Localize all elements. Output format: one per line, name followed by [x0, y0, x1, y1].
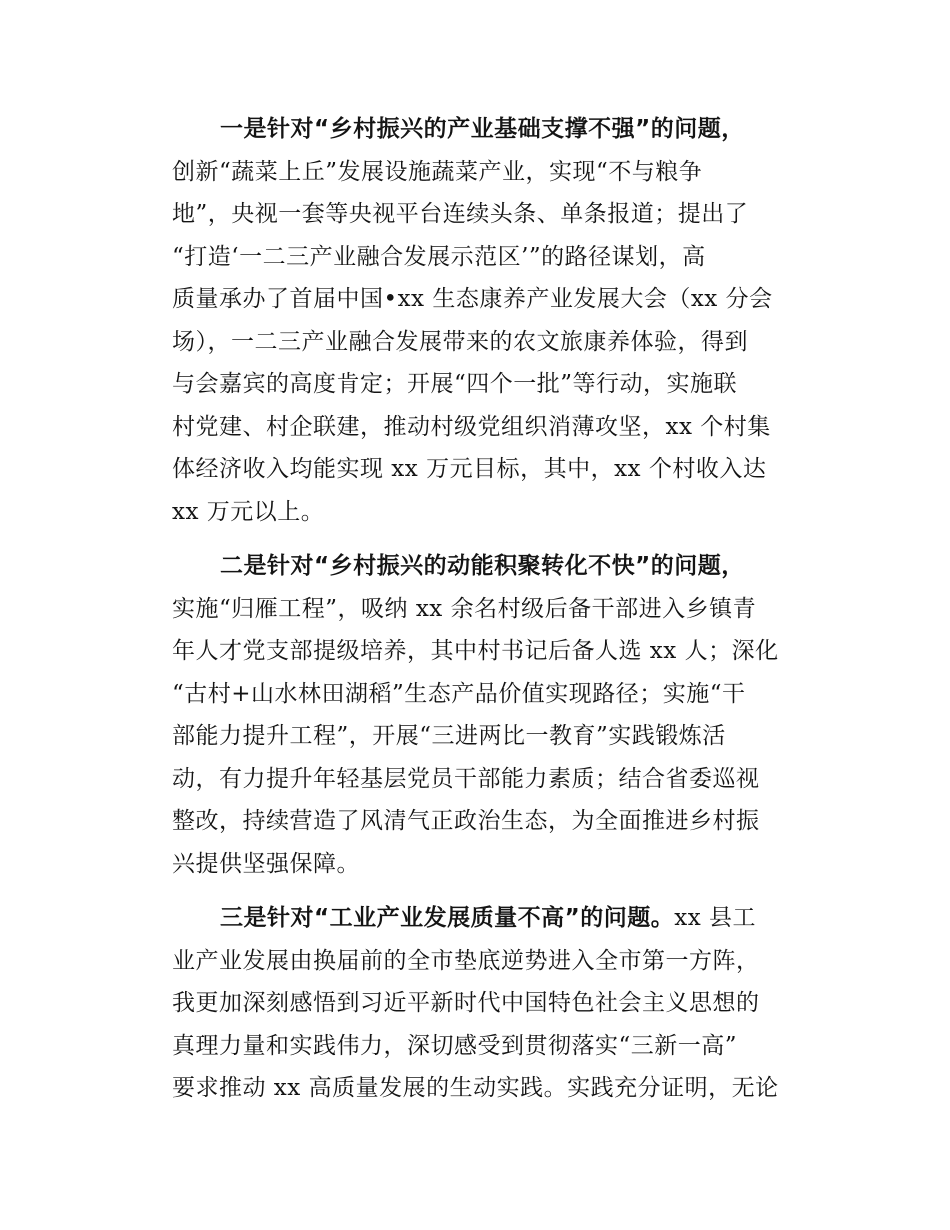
paragraph-2-line-1: 实施“归雁工程”，吸纳 xx 余名村级后备干部进入乡镇青 — [172, 595, 757, 622]
document-body — [172, 108, 802, 1122]
paragraph-1 — [172, 108, 802, 533]
paragraph-2-line-5: 动，有力提升年轻基层党员干部能力素质；结合省委巡视 — [172, 765, 760, 792]
paragraph-1-first-line — [172, 108, 802, 151]
paragraph-3-line-4: 要求推动 xx 高质量发展的生动实践。实践充分证明，无论 — [172, 1075, 779, 1101]
paragraph-2-line-7: 兴提供坚强保障。 — [172, 850, 360, 877]
paragraph-2-line-4: 部能力提升工程”，开展“三进两比一教育”实践锻炼活 — [172, 723, 726, 749]
paragraph-3-first-line — [172, 897, 802, 940]
paragraph-2-line-2: 年人才党支部提级培养，其中村书记后备人选 xx 人；深化 — [172, 638, 779, 664]
paragraph-1-line-3: “打造‘一二三产业融合发展示范区’”的路径谋划，高 — [172, 243, 706, 270]
paragraph-3-line-3: 真理力量和实践伟力，深切感受到贯彻落实“三新一高” — [172, 1032, 738, 1059]
paragraph-3-lead: 三是针对“工业产业发展质量不高”的问题。 — [220, 905, 675, 931]
paragraph-1-line-8: 体经济收入均能实现 xx 万元目标，其中，xx 个村收入达 — [172, 456, 767, 482]
paragraph-1-line-6: 与会嘉宾的高度肯定；开展“四个一批”等行动，实施联 — [172, 371, 738, 397]
paragraph-3-lead-rest: xx 县工 — [674, 905, 756, 931]
paragraph-2 — [172, 545, 802, 885]
paragraph-2-lead: 二是针对“乡村振兴的动能积聚转化不快”的问题， — [220, 553, 745, 579]
paragraph-1-line-4: 质量承办了首届中国•xx 生态康养产业发展大会（xx 分会 — [172, 286, 773, 312]
paragraph-1-lead: 一是针对“乡村振兴的产业基础支撑不强”的问题， — [220, 116, 745, 142]
paragraph-1-line-7: 村党建、村企联建，推动村级党组织消薄攻坚，xx 个村集 — [172, 413, 771, 440]
paragraph-2-line-6: 整改，持续营造了风清气正政治生态，为全面推进乡村振 — [172, 808, 760, 834]
paragraph-2-first-line — [172, 545, 802, 588]
paragraph-1-line-2: 地”，央视一套等央视平台连续头条、单条报道；提出了 — [172, 201, 749, 227]
paragraph-1-line-9: xx 万元以上。 — [172, 498, 325, 525]
paragraph-2-line-3: “古村+山水林田湖稻”生态产品价值实现路径；实施“干 — [172, 680, 746, 707]
paragraph-3 — [172, 897, 802, 1110]
paragraph-1-line-5: 场），一二三产业融合发展带来的农文旅康养体验，得到 — [172, 328, 748, 355]
paragraph-3-line-2: 我更加深刻感悟到习近平新时代中国特色社会主义思想的 — [172, 990, 760, 1016]
paragraph-3-line-1: 业产业发展由换届前的全市垫底逆势进入全市第一方阵， — [172, 947, 760, 974]
paragraph-1-line-1: 创新“蔬菜上丘”发展设施蔬菜产业，实现“不与粮争 — [172, 158, 703, 185]
